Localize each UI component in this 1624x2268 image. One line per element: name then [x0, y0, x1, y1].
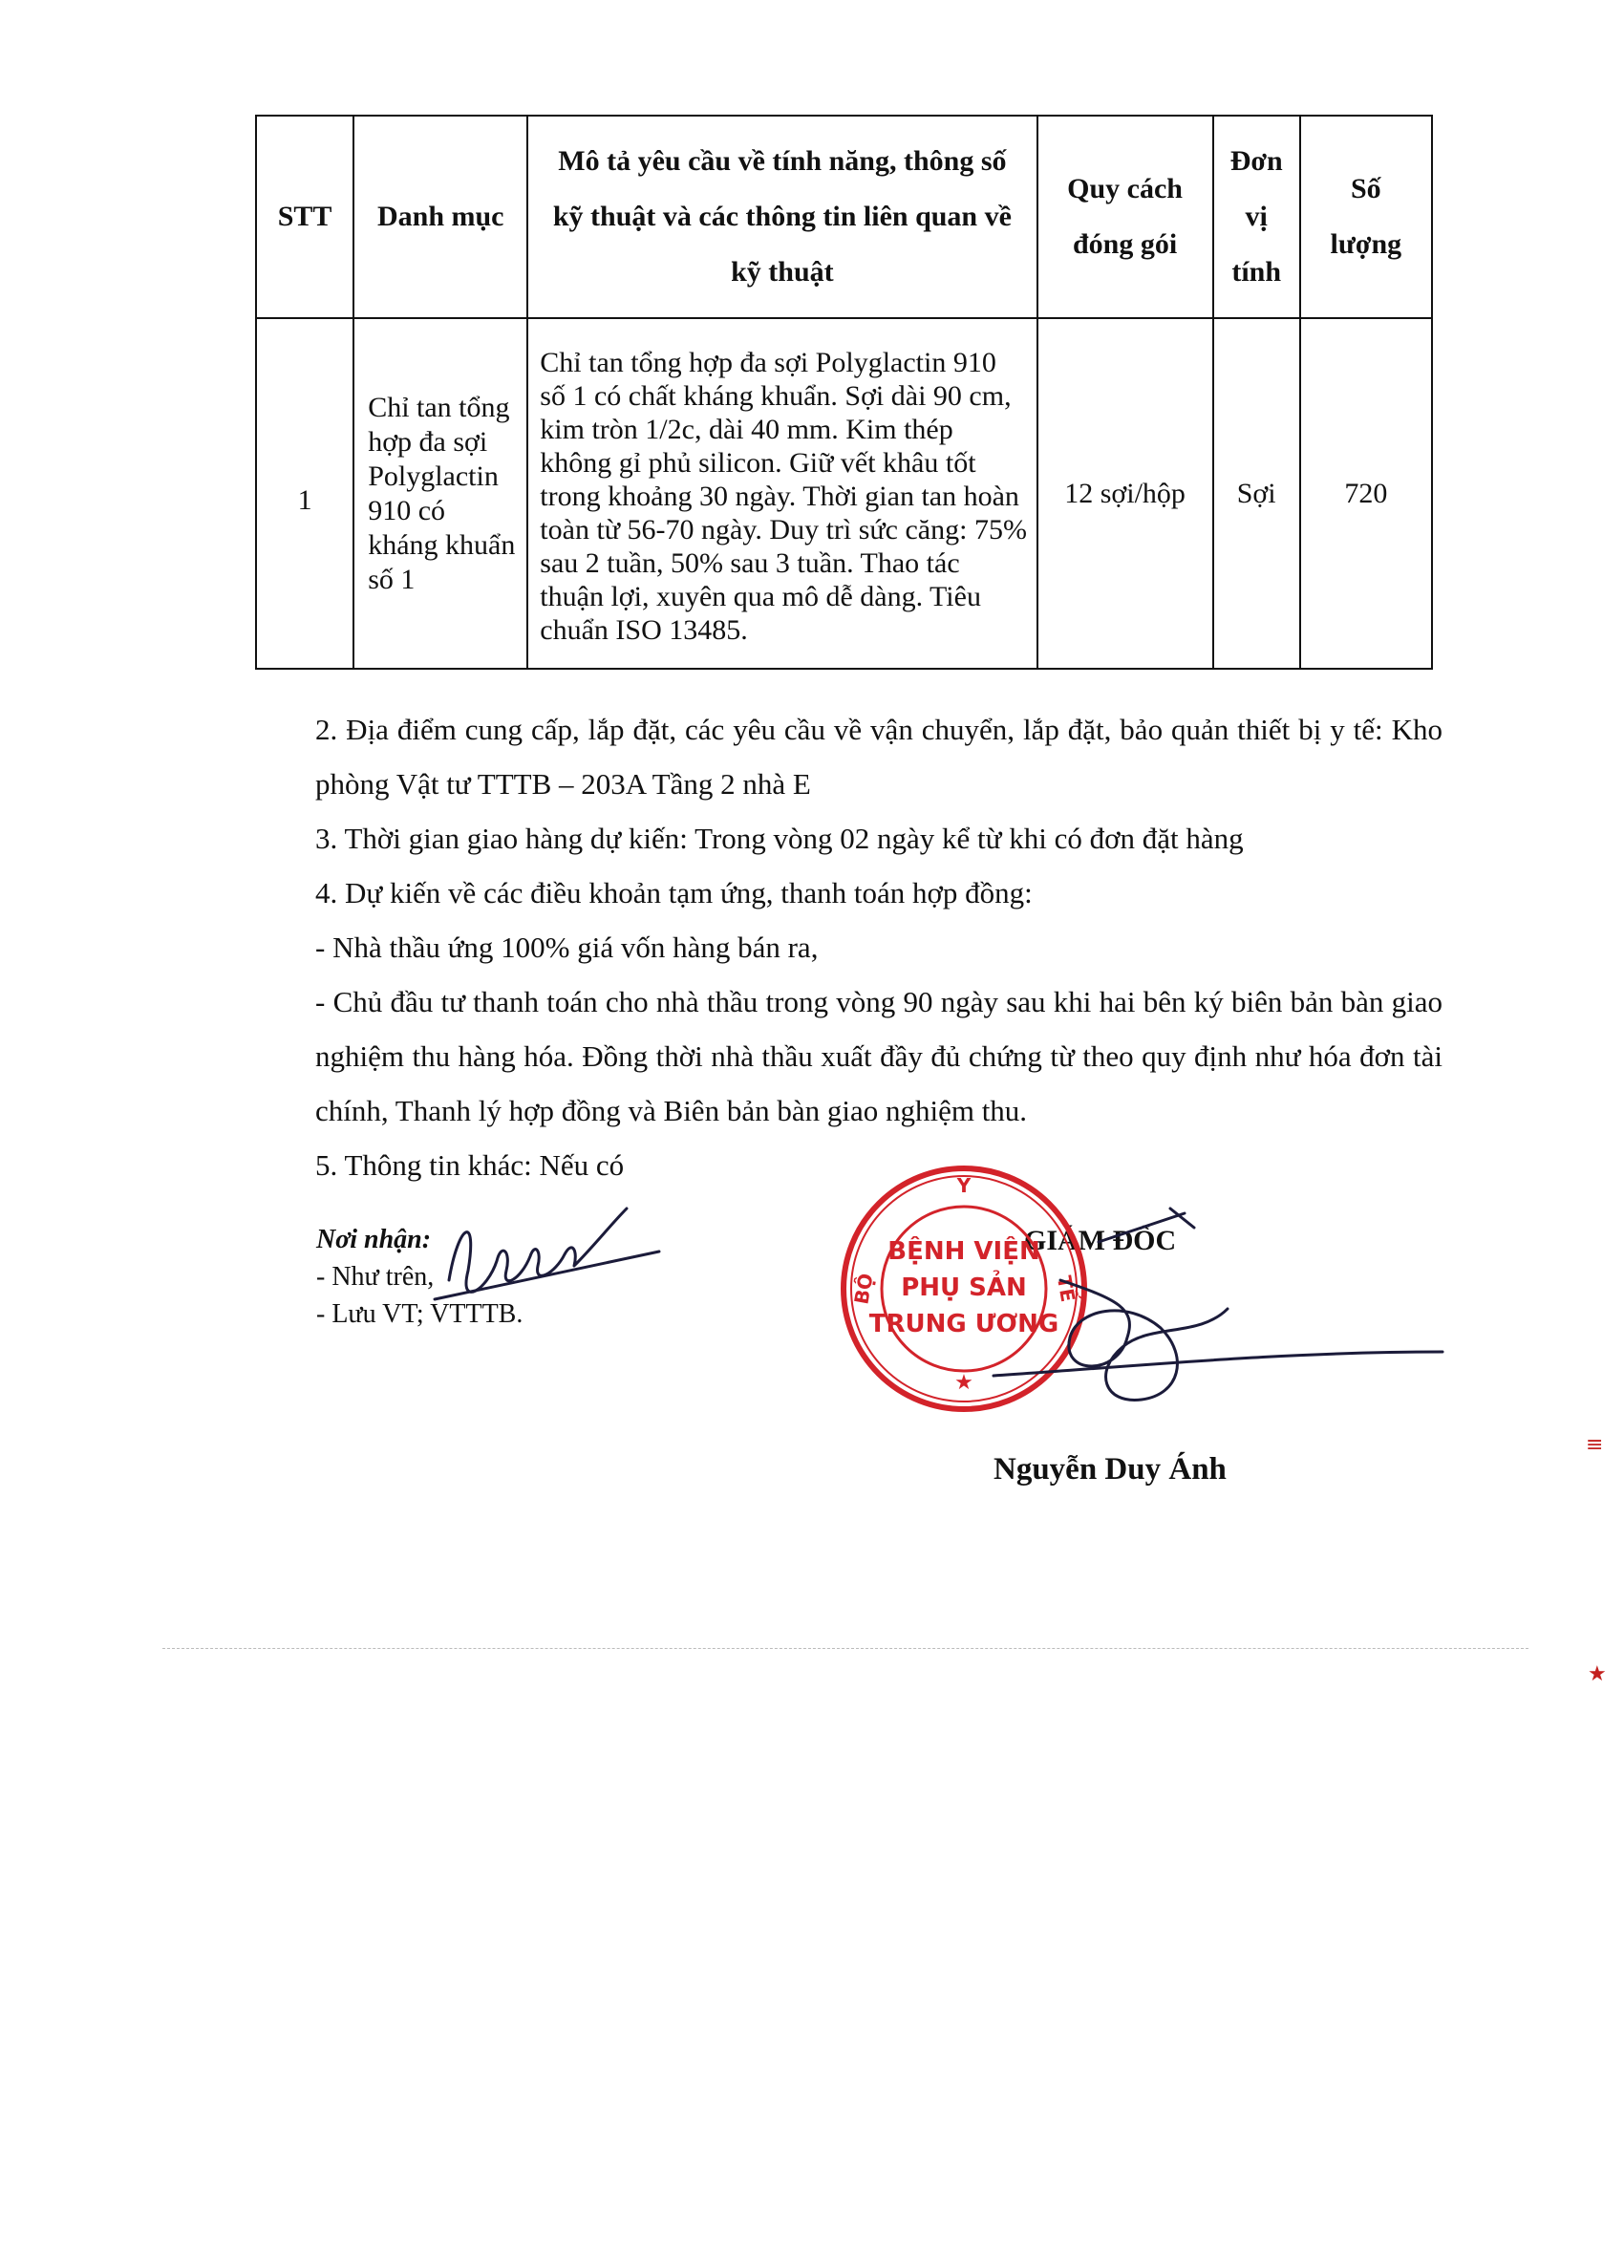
cell-quantity: 720: [1300, 318, 1432, 669]
recipients-block: [316, 1221, 523, 1333]
paragraph-payment-terms: 4. Dự kiến về các điều khoản tạm ứng, thanh toán hợp đồng:: [315, 876, 1033, 909]
table-row: [256, 318, 1432, 669]
paragraph-other-info: 5. Thông tin khác: Nếu có: [315, 1148, 625, 1182]
paragraph-delivery-time: 3. Thời gian giao hàng dự kiến: Trong vòng 02 ngày kể từ khi có đơn đặt hàng: [315, 822, 1244, 855]
cell-unit: Sợi: [1213, 318, 1300, 669]
recipient-item: - Lưu VT; VTTTB.: [316, 1299, 524, 1329]
cell-name: Chỉ tan tổng hợp đa sợi Polyglactin 910 có kháng khuẩn số 1: [353, 318, 527, 669]
cell-packaging: 12 sợi/hộp: [1037, 318, 1213, 669]
edge-stamp-fragment: ≡: [1586, 1433, 1604, 1457]
header-stt: STT: [256, 116, 353, 318]
header-unit: Đơn vị tính: [1213, 116, 1300, 318]
cell-description: Chỉ tan tổng hợp đa sợi Polyglactin 910 số 1 có chất kháng khuẩn. Sợi dài 90 cm, kim tròn 1/2c, dài 40 mm. Kim thép không gỉ phủ silicon. Giữ vết khâu tốt trong khoảng 30 ngày. Thời gian tan hoàn toàn từ 56-70 ngày. Duy trì sức căng: 75% sau 2 tuần, 50% sau 3 tuần. Thao tác thuận lợi, xuyên qua mô dễ dàng. Tiêu chuẩn ISO 13485.: [527, 318, 1036, 669]
svg-text:★: ★: [954, 1371, 973, 1395]
specification-table: [255, 115, 1433, 670]
cell-stt: 1: [256, 318, 353, 669]
svg-text:TẾ: TẾ: [1052, 1273, 1080, 1304]
paragraph-delivery-location: 2. Địa điểm cung cấp, lắp đặt, các yêu cầu về vận chuyển, lắp đặt, bảo quản thiết bị y tế: Kho phòng Vật tư TTTB – 203A Tầng 2 nhà E: [315, 713, 1442, 801]
edge-stamp-fragment: ★: [1588, 1662, 1607, 1686]
svg-text:BỘ: BỘ: [849, 1272, 878, 1306]
signer-name: Nguyễn Duy Ánh: [994, 1452, 1227, 1487]
svg-text:Y: Y: [956, 1174, 972, 1197]
paragraph-payment: - Chủ đầu tư thanh toán cho nhà thầu trong vòng 90 ngày sau khi hai bên ký biên bản bàn giao nghiệm thu hàng hóa. Đồng thời nhà thầu xuất đầy đủ chứng từ theo quy định như hóa đơn tài chính, Thanh lý hợp đồng và Biên bản bàn giao nghiệm thu.: [315, 985, 1442, 1127]
header-name: Danh mục: [353, 116, 527, 318]
header-packaging: Quy cách đóng gói: [1037, 116, 1213, 318]
svg-text:BỆNH VIỆN: BỆNH VIỆN: [887, 1237, 1040, 1266]
recipient-item: - Như trên,: [316, 1262, 435, 1292]
official-stamp: [839, 1164, 1089, 1414]
paragraph-advance: - Nhà thầu ứng 100% giá vốn hàng bán ra,: [315, 931, 819, 964]
header-quantity: Số lượng: [1300, 116, 1432, 318]
header-description: Mô tả yêu cầu về tính năng, thông số kỹ thuật và các thông tin liên quan về kỹ thuật: [527, 116, 1036, 318]
svg-text:TRUNG ƯƠNG: TRUNG ƯƠNG: [868, 1310, 1059, 1338]
table-header-row: [256, 116, 1432, 318]
scan-divider: [162, 1648, 1528, 1649]
signer-title: GIÁM ĐỐC: [1024, 1225, 1177, 1256]
svg-text:PHỤ SẢN: PHỤ SẢN: [901, 1273, 1027, 1302]
recipients-heading: Nơi nhận:: [316, 1225, 432, 1254]
